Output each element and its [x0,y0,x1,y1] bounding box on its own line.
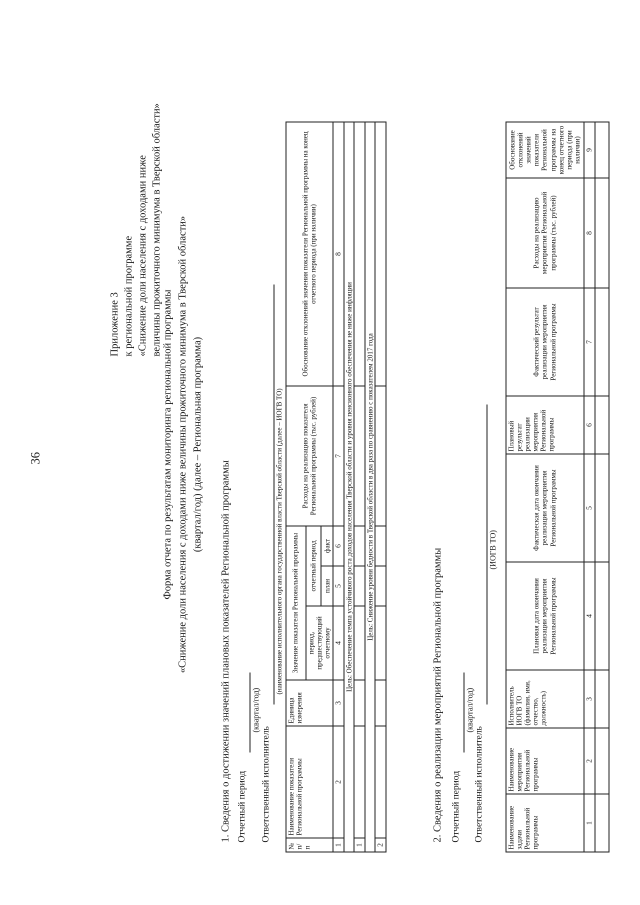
header-plan: план [321,566,333,606]
goal-row-1: Цель: Обеспечение темпа устойчивого роста доходов населения Тверской области и уровня пенсионного обеспечения не ниже инфляции [344,122,354,852]
header-num: № п/п [286,838,333,852]
col-number: 8 [333,122,344,386]
header-prev-period: период, предшествующий отчетному [306,606,333,680]
col-number: 5 [333,566,344,606]
section1-period-hint: (квартал/год) [251,687,261,733]
header-actual-date: Фактическая дата окончания реализации мероприятия Региональной программы [506,454,584,562]
section1-executor-hint: (наименование исполнительного органа государственной власти Тверской области (далее – ИОГВ ТО) [275,388,284,695]
row-number: 1 [354,838,365,852]
section1-executor-line [274,285,275,705]
col-number: 8 [584,178,595,288]
col-number: 6 [333,526,344,566]
header-task: Наименование задачи Региональной программы [506,794,584,852]
section2-executor-line [487,405,488,705]
header-justification: Обоснование отклонений значений показателя Региональной программы на конец отчетного периода (при наличии) [506,122,584,178]
col-number: 7 [584,288,595,396]
col-number: 6 [584,396,595,454]
section2-period-hint: (квартал/год) [465,687,475,733]
col-number: 4 [584,562,595,670]
header-justification: Обоснование отклонений значения показателя Региональной программы на конец отчетного периода (при наличии) [286,122,333,386]
header-expenses: Расходы на реализацию мероприятия Региональной программы (тыс. рублей) [506,178,584,288]
appendix-block [109,27,165,357]
section2-period-label: Отчетный период [451,770,462,843]
header-indicator-name: Наименование показателя Региональной программы [286,726,333,838]
form-title [161,135,206,755]
document-page [1,0,640,905]
header-actual-result: Фактический результат реализации мероприятия Региональной программы [506,288,584,396]
section2-executor-hint: (ИОГВ ТО) [488,530,498,570]
section1-heading: 1. Сведения о достижении значений плановых показателей Региональной программы [220,460,232,843]
header-executor: Исполнитель ИОГВ ТО (фамилия, имя, отчество, должность) [506,670,584,728]
section2-heading: 2. Сведения о реализации мероприятий Региональной программы [432,547,444,843]
section1-executor-label: Ответственный исполнитель [261,726,272,843]
header-planned-date: Плановая дата окончания реализации мероприятия Региональной программы [506,562,584,670]
col-number: 3 [584,670,595,728]
header-report-period: отчетный период [306,526,321,606]
col-number: 7 [333,386,344,526]
appendix-line-2: к региональной программе [123,235,135,357]
section1-period-line [250,673,251,753]
appendix-line-3: «Снижение доли населения с доходами ниже [137,155,149,357]
header-unit: Единица измерения [286,680,333,726]
col-number: 3 [333,680,344,726]
page-number: 36 [28,452,43,465]
indicators-table [286,121,387,852]
appendix-line-4: величины прожиточного минимума в Тверской области» [151,103,163,357]
header-fact: факт [321,526,333,566]
col-number: 2 [584,728,595,794]
goal-row-2: Цель: Снижение уровня бедности в Тверской области в два раза по сравнению с показателем 2017 года [365,122,375,852]
col-number: 5 [584,454,595,562]
form-title-line-2: «Снижение доли населения с доходами ниже величины прожиточного минимума в Тверской области» [177,215,189,674]
col-number: 1 [333,838,344,852]
appendix-line-1: Приложение 3 [109,292,121,357]
col-number: 9 [584,122,595,178]
header-expenses: Расходы на реализацию показателя Региональной программы (тыс. рублей) [286,386,333,526]
section1-period-label: Отчетный период [237,770,248,843]
col-number: 2 [333,726,344,838]
activities-table [506,122,610,853]
header-planned-result: Плановый результат реализации мероприятия Региональной программы [506,396,584,454]
section2-executor-label: Ответственный исполнитель [474,726,485,843]
header-value: Значение показателя Региональной программы [286,526,306,680]
col-number: 1 [584,794,595,852]
row-number: 2 [375,838,386,852]
form-title-line-3: (квартал/год) (далее – Региональная программа) [192,336,204,553]
header-activity: Наименование мероприятия Региональной программы [506,728,584,794]
col-number: 4 [333,606,344,680]
form-title-line-1: Форма отчета по результатам мониторинга региональной программы [162,289,174,600]
section2-period-line [464,673,465,753]
